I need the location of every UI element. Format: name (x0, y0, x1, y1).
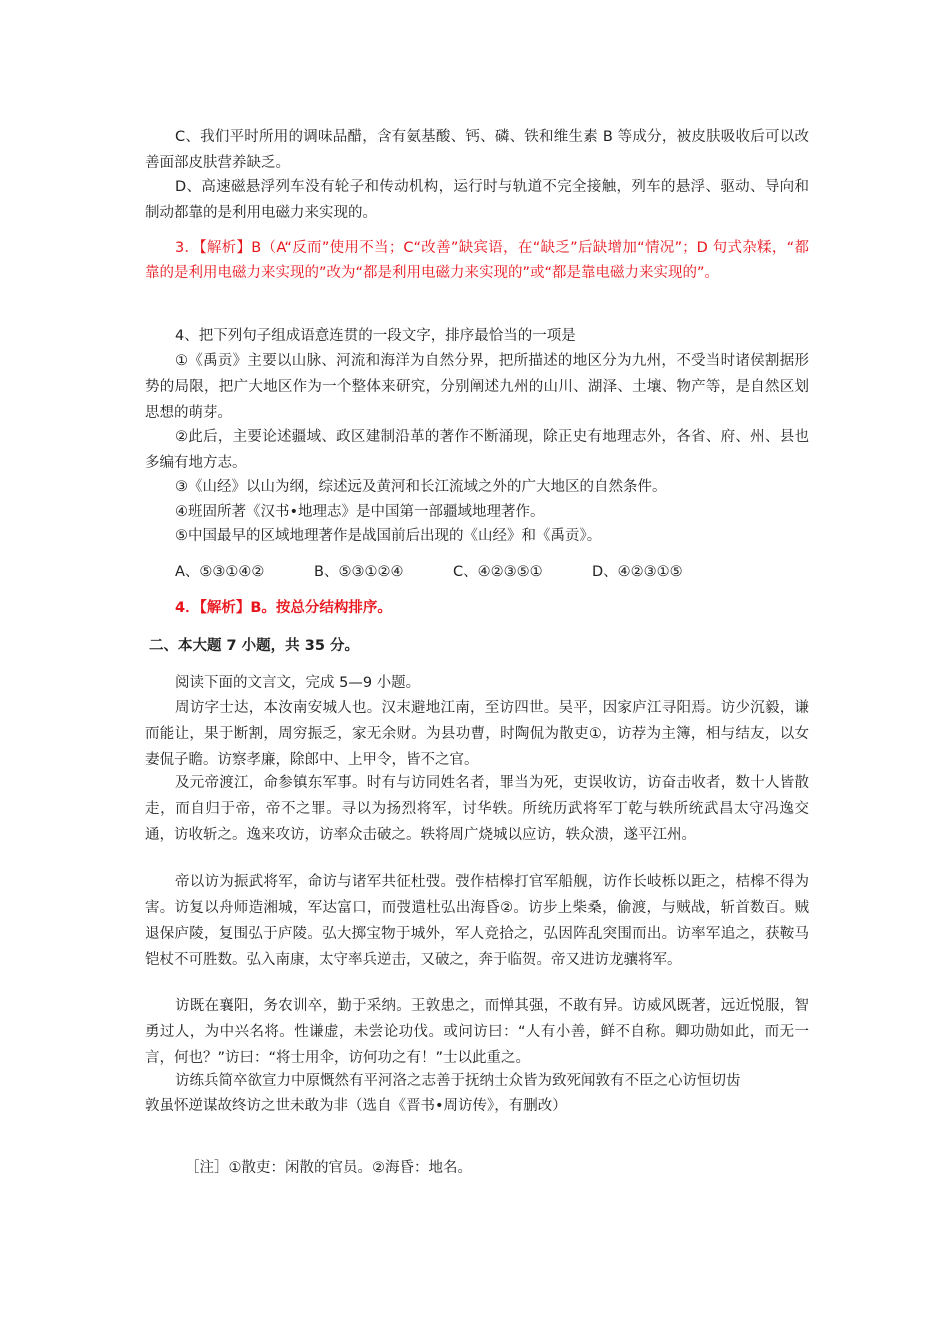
q3-answer: 3．【解析】B（A“反而”使用不当；C“改善”缺宾语，在“缺乏”后缺增加“情况”；D 句式杂糅，“都靠的是利用电磁力来实现的”改为“都是利用电磁力来实现的”或“都是靠电磁力来实现的”。 (145, 240, 809, 281)
q4-option-b: B、⑤③①②④ (314, 564, 404, 580)
q4-sentence-3: ③《山经》以山为纲，综述远及黄河和长江流域之外的广大地区的自然条件。 (175, 479, 667, 495)
passage-paragraph-4: 访既在襄阳，务农训卒，勤于采纳。王敦患之，而惮其强，不敢有异。访威风既著，远近悦服，智勇过人，为中兴名将。性谦虚，未尝论功伐。或问访曰：“人有小善，鲜不自称。卿功勋如此，而无一言，何也？”访曰：“将士用伞，访何功之有！”士以此重之。 (145, 998, 809, 1066)
q3-option-c: C、我们平时所用的调味品醋，含有氨基酸、钙、磷、铁和维生素 B 等成分，被皮肤吸收后可以改善面部皮肤营养缺乏。 (145, 129, 809, 171)
q4-option-a: A、⑤③①④② (175, 564, 265, 580)
q3-option-d: D、高速磁悬浮列车没有轮子和传动机构，运行时与轨道不完全接触，列车的悬浮、驱动、导向和制动都靠的是利用电磁力来实现的。 (145, 179, 809, 221)
q4-stem: 4、把下列句子组成语意连贯的一段文字，排序最恰当的一项是 (175, 328, 576, 344)
q4-sentence-4: ④班固所著《汉书•地理志》是中国第一部疆域地理著作。 (175, 504, 545, 520)
passage-paragraph-5-line-1: 访练兵简卒欲宣力中原慨然有平河洛之志善于抚纳士众皆为致死闻敦有不臣之心访恒切齿 (175, 1073, 741, 1089)
passage-paragraph-3: 帝以访为振武将军，命访与诸军共征杜弢。弢作桔槔打官军船舰，访作长岐栎以距之，桔槔不得为害。访复以舟师造湘城，军达富口，而弢遣杜弘出海昏②。访步上柴桑，偷渡，与贼战，斩首数百。贼退保庐陵，复围弘于庐陵。弘大掷宝物于城外，军人竞拾之，弘因阵乱突围而出。访率军追之，获鞍马铠杖不可胜数。弘入南康，太守率兵逆击，又破之，奔于临贺。帝又进访龙骧将军。 (145, 874, 809, 968)
passage-paragraph-1: 周访字士达，本汝南安城人也。汉末避地江南，至访四世。吴平，因家庐江寻阳焉。访少沉毅，谦而能让，果于断割，周穷振乏，家无余财。为县功曹，时陶侃为散吏①，访荐为主簿，相与结友，以女妻侃子瞻。访察孝廉，除郎中、上甲令，皆不之官。 (145, 700, 809, 768)
passage-intro: 阅读下面的文言文，完成 5—9 小题。 (175, 675, 421, 691)
q4-option-c: C、④②③⑤① (453, 564, 543, 580)
passage-paragraph-5-line-2: 敦虽怀逆谋故终访之世未敢为非（选自《晋书•周访传》，有删改） (145, 1098, 567, 1114)
annotation-note: ［注］①散吏：闲散的官员。②海昏：地名。 (185, 1160, 472, 1176)
q4-sentence-1: ①《禹贡》主要以山脉、河流和海洋为自然分界，把所描述的地区分为九州，不受当时诸侯割据形势的局限，把广大地区作为一个整体来研究，分别阐述九州的山川、湖泽、土壤、物产等，是自然区划思想的萌芽。 (145, 353, 809, 421)
q4-sentence-5: ⑤中国最早的区域地理著作是战国前后出现的《山经》和《禹贡》。 (175, 528, 602, 544)
q4-answer: 4．【解析】B。按总分结构排序。 (175, 600, 392, 616)
q4-option-d: D、④②③①⑤ (592, 564, 683, 580)
section-heading: 二、本大题 7 小题，共 35 分。 (149, 638, 359, 654)
q4-sentence-2: ②此后，主要论述疆域、政区建制沿革的著作不断涌现，除正史有地理志外，各省、府、州、县也多编有地方志。 (145, 429, 809, 471)
passage-paragraph-2: 及元帝渡江，命参镇东军事。时有与访同姓名者，罪当为死，吏误收访，访奋击收者，数十人皆散走，而自归于帝，帝不之罪。寻以为扬烈将军，讨华轶。所统历武将军丁乾与轶所统武昌太守冯逸交通，访收斩之。逸来攻访，访率众击破之。轶将周广烧城以应访，轶众溃，遂平江州。 (145, 775, 809, 843)
